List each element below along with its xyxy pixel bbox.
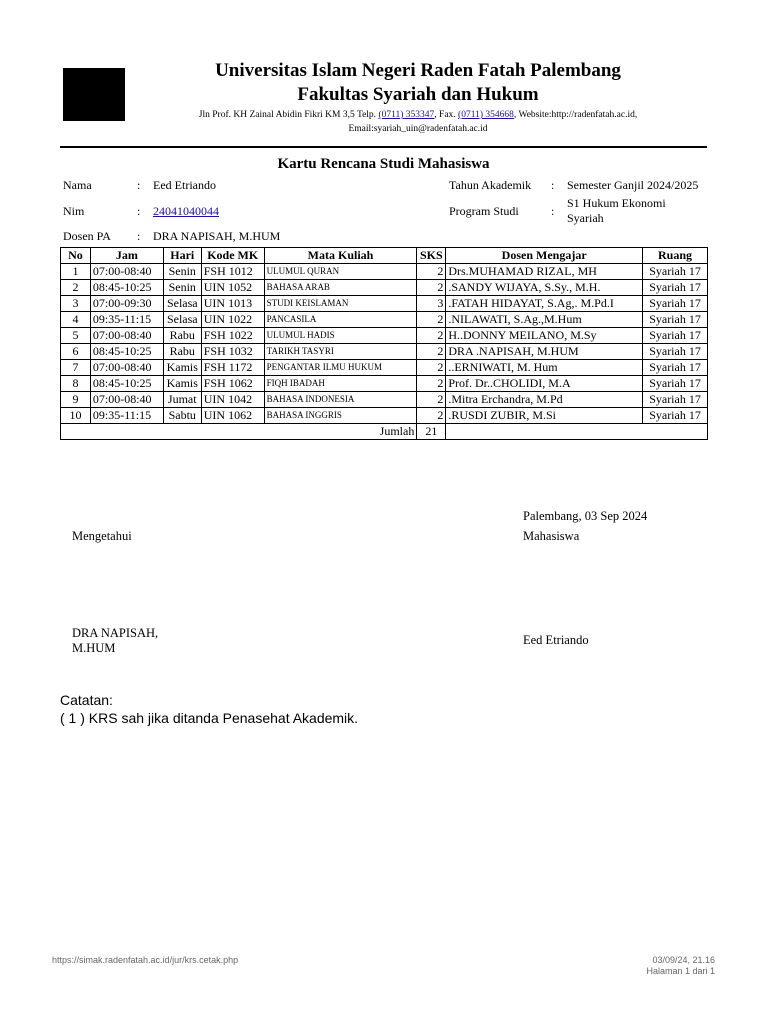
cell-course-name: BAHASA INGGRIS (264, 408, 417, 424)
cell-time: 07:00-09:30 (90, 296, 163, 312)
cell-room: Syariah 17 (643, 312, 708, 328)
cell-credits: 2 (417, 344, 446, 360)
cell-course-name: ULUMUL HADIS (264, 328, 417, 344)
name-label: Nama (63, 178, 92, 192)
table-row (61, 376, 708, 392)
university-name: Universitas Islam Negeri Raden Fatah Palembang (215, 60, 621, 81)
table-row (61, 392, 708, 408)
nim-link[interactable]: 24041040044 (153, 204, 219, 218)
page-number: Halaman 1 dari 1 (646, 966, 715, 976)
col-header: No (61, 248, 91, 264)
cell-course-code: FSH 1022 (201, 328, 264, 344)
year-label: Tahun Akademik (449, 178, 532, 192)
cell-course-name: FIQH IBADAH (264, 376, 417, 392)
total-value: 21 (417, 424, 446, 440)
cell-credits: 2 (417, 408, 446, 424)
phone-link[interactable]: (0711) 353347 (378, 110, 435, 120)
cell-day: Selasa (163, 296, 201, 312)
cell-room: Syariah 17 (643, 392, 708, 408)
cell-credits: 2 (417, 328, 446, 344)
cell-no: 9 (61, 392, 91, 408)
cell-course-name: ULUMUL QURAN (264, 264, 417, 280)
cell-day: Senin (163, 264, 201, 280)
cell-room: Syariah 17 (643, 264, 708, 280)
cell-credits: 3 (417, 296, 446, 312)
cell-course-code: UIN 1042 (201, 392, 264, 408)
cell-credits: 2 (417, 264, 446, 280)
cell-day: Jumat (163, 392, 201, 408)
cell-time: 07:00-08:40 (90, 328, 163, 344)
program-value-line2: Syariah (567, 211, 604, 225)
cell-room: Syariah 17 (643, 408, 708, 424)
cell-time: 08:45-10:25 (90, 344, 163, 360)
col-header: SKS (417, 248, 446, 264)
cell-no: 8 (61, 376, 91, 392)
cell-no: 2 (61, 280, 91, 296)
cell-day: Rabu (163, 344, 201, 360)
cell-course-code: FSH 1032 (201, 344, 264, 360)
notes-label: Catatan: (60, 692, 113, 708)
cell-no: 5 (61, 328, 91, 344)
col-header: Hari (163, 248, 201, 264)
col-header: Ruang (643, 248, 708, 264)
cell-no: 10 (61, 408, 91, 424)
cell-time: 07:00-08:40 (90, 264, 163, 280)
address-text: Jln Prof. KH Zainal Abidin Fikri KM 3,5 Telp. (198, 110, 377, 120)
table-row (61, 328, 708, 344)
program-label: Program Studi (449, 204, 519, 218)
address-line (130, 108, 706, 122)
krs-table (60, 247, 708, 440)
colon: : (137, 204, 141, 218)
table-row (61, 280, 708, 296)
cell-no: 6 (61, 344, 91, 360)
cell-course-name: PENGANTAR ILMU HUKUM (264, 360, 417, 376)
cell-lecturer: ..ERNIWATI, M. Hum (446, 360, 643, 376)
email-line: Email:syariah_uin@radenfatah.ac.id (348, 124, 488, 134)
cell-room: Syariah 17 (643, 344, 708, 360)
cell-course-name: BAHASA ARAB (264, 280, 417, 296)
cell-lecturer: .Mitra Erchandra, M.Pd (446, 392, 643, 408)
place-date: Palembang, 03 Sep 2024 (523, 509, 648, 523)
cell-room: Syariah 17 (643, 280, 708, 296)
col-header: Mata Kuliah (264, 248, 417, 264)
cell-room: Syariah 17 (643, 328, 708, 344)
col-header: Jam (90, 248, 163, 264)
cell-course-code: UIN 1062 (201, 408, 264, 424)
cell-course-name: STUDI KEISLAMAN (264, 296, 417, 312)
col-header: Kode MK (201, 248, 264, 264)
table-row (61, 408, 708, 424)
nim-label: Nim (63, 204, 85, 218)
cell-credits: 2 (417, 360, 446, 376)
cell-day: Senin (163, 280, 201, 296)
cell-course-code: UIN 1052 (201, 280, 264, 296)
total-empty (446, 424, 708, 440)
cell-credits: 2 (417, 280, 446, 296)
program-value-line1: S1 Hukum Ekonomi (567, 196, 666, 210)
print-datetime: 03/09/24, 21.16 (652, 955, 715, 965)
cell-lecturer: .SANDY WIJAYA, S.Sy., M.H. (446, 280, 643, 296)
cell-lecturer: Drs.MUHAMAD RIZAL, MH (446, 264, 643, 280)
colon: : (137, 178, 141, 192)
cell-time: 07:00-08:40 (90, 360, 163, 376)
website-text: , Website:http://radenfatah.ac.id, (513, 110, 638, 120)
table-row (61, 264, 708, 280)
col-header: Dosen Mengajar (446, 248, 643, 264)
table-row (61, 360, 708, 376)
cell-time: 07:00-08:40 (90, 392, 163, 408)
table-row (61, 296, 708, 312)
cell-day: Kamis (163, 376, 201, 392)
cell-lecturer: .FATAH HIDAYAT, S.Ag,. M.Pd.I (446, 296, 643, 312)
cell-day: Sabtu (163, 408, 201, 424)
cell-course-code: FSH 1062 (201, 376, 264, 392)
cell-course-name: BAHASA INDONESIA (264, 392, 417, 408)
colon: : (137, 229, 141, 243)
cell-room: Syariah 17 (643, 296, 708, 312)
cell-room: Syariah 17 (643, 360, 708, 376)
total-row (61, 424, 708, 440)
cell-course-code: FSH 1012 (201, 264, 264, 280)
cell-no: 4 (61, 312, 91, 328)
advisor-name-line1: DRA NAPISAH, (72, 626, 159, 640)
cell-no: 7 (61, 360, 91, 376)
cell-time: 09:35-11:15 (90, 408, 163, 424)
cell-no: 1 (61, 264, 91, 280)
colon: : (551, 204, 555, 218)
cell-day: Selasa (163, 312, 201, 328)
cell-time: 09:35-11:15 (90, 312, 163, 328)
table-row (61, 344, 708, 360)
cell-time: 08:45-10:25 (90, 280, 163, 296)
advisor-name-line2: M.HUM (72, 641, 116, 655)
cell-credits: 2 (417, 392, 446, 408)
page-url: https://simak.radenfatah.ac.id/jur/krs.cetak.php (52, 955, 239, 965)
student-signature-label: Mahasiswa (523, 529, 580, 543)
cell-lecturer: DRA .NAPISAH, M.HUM (446, 344, 643, 360)
cell-course-code: UIN 1022 (201, 312, 264, 328)
cell-course-code: UIN 1013 (201, 296, 264, 312)
cell-lecturer: H..DONNY MEILANO, M.Sy (446, 328, 643, 344)
table-header-row (61, 248, 708, 264)
fax-link[interactable]: (0711) 354668 (458, 110, 514, 120)
cell-lecturer: .RUSDI ZUBIR, M.Si (446, 408, 643, 424)
cell-credits: 2 (417, 312, 446, 328)
pa-label: Dosen PA (63, 229, 111, 243)
university-logo (63, 68, 125, 121)
cell-time: 08:45-10:25 (90, 376, 163, 392)
student-signature-name: Eed Etriando (523, 633, 589, 647)
document-title: Kartu Rencana Studi Mahasiswa (277, 156, 490, 172)
name-value: Eed Etriando (153, 178, 216, 192)
cell-lecturer: .NILAWATI, S.Ag.,M.Hum (446, 312, 643, 328)
table-row (61, 312, 708, 328)
total-label: Jumlah (61, 424, 417, 440)
cell-course-name: TARIKH TASYRI (264, 344, 417, 360)
cell-day: Kamis (163, 360, 201, 376)
witness-label: Mengetahui (72, 529, 132, 543)
pa-value: DRA NAPISAH, M.HUM (153, 229, 281, 243)
cell-course-code: FSH 1172 (201, 360, 264, 376)
cell-no: 3 (61, 296, 91, 312)
cell-day: Rabu (163, 328, 201, 344)
cell-credits: 2 (417, 376, 446, 392)
header-divider (60, 146, 707, 148)
cell-course-name: PANCASILA (264, 312, 417, 328)
faculty-name: Fakultas Syariah dan Hukum (297, 84, 539, 105)
colon: : (551, 178, 555, 192)
fax-label: , Fax. (434, 110, 456, 120)
notes-item: ( 1 ) KRS sah jika ditanda Penasehat Akademik. (60, 710, 359, 726)
cell-lecturer: Prof. Dr..CHOLIDI, M.A (446, 376, 643, 392)
year-value: Semester Ganjil 2024/2025 (567, 178, 699, 192)
cell-room: Syariah 17 (643, 376, 708, 392)
